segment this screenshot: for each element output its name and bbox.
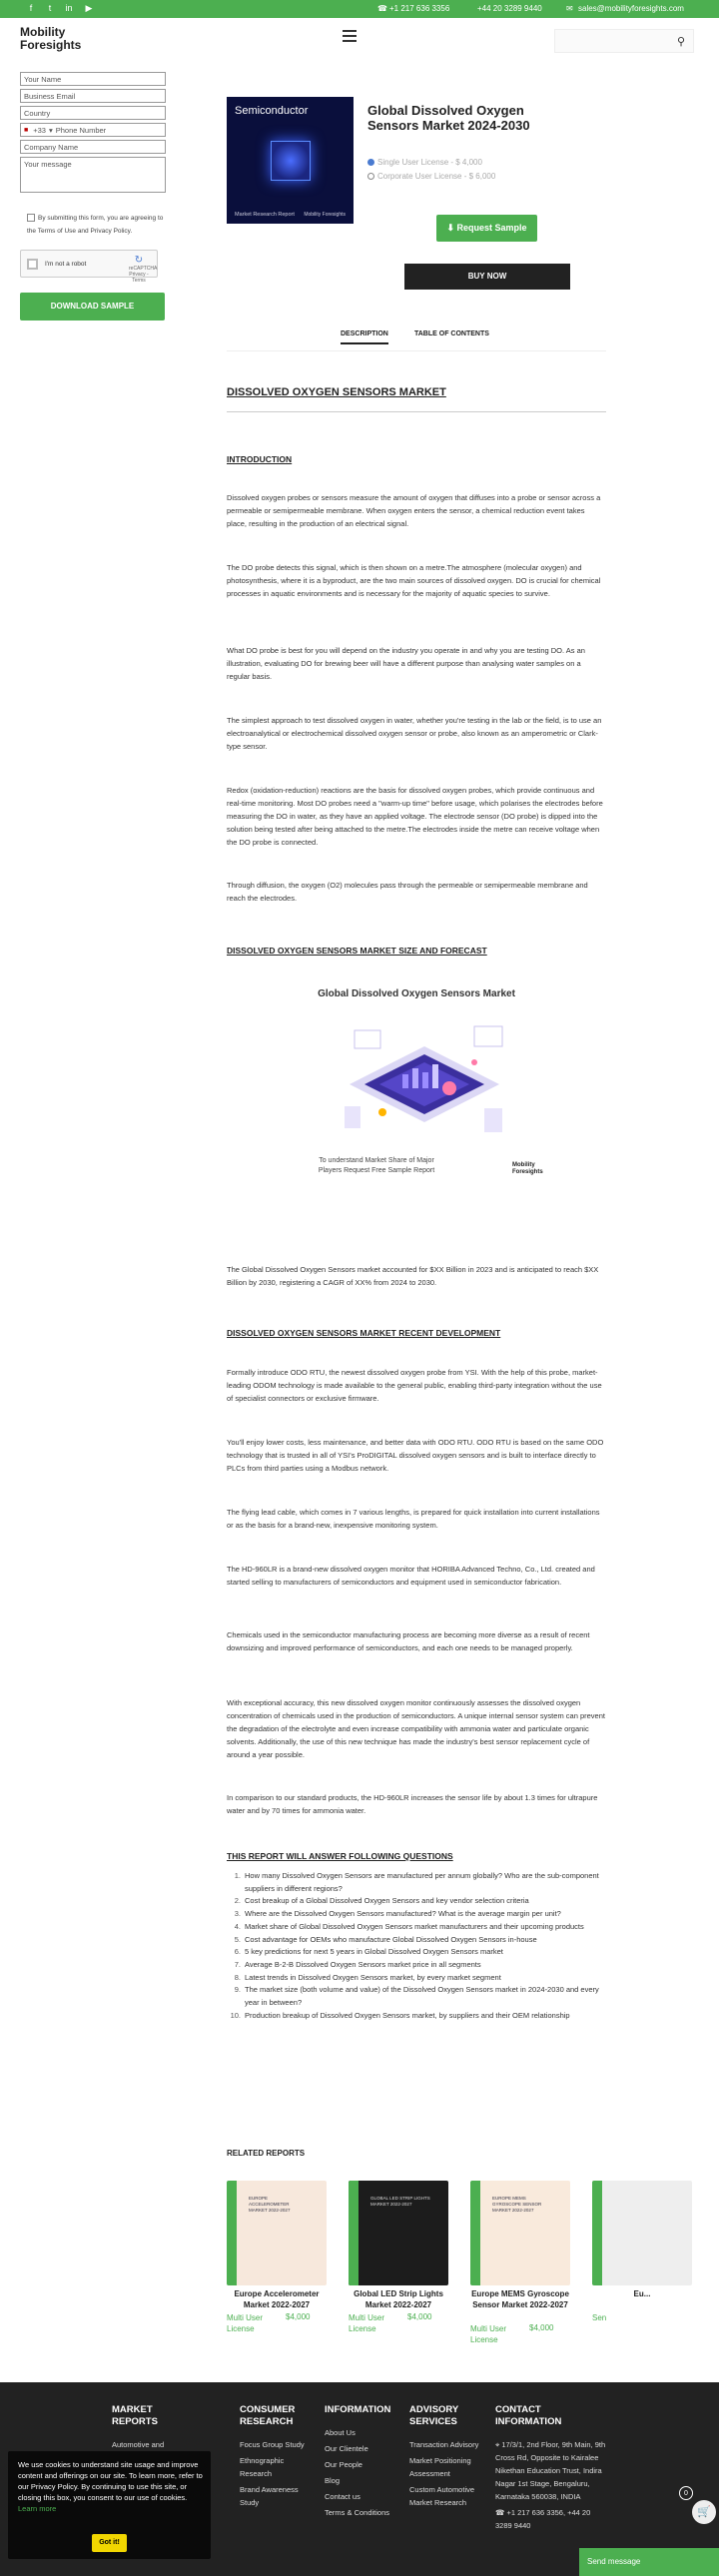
question-number: 9. — [234, 1985, 241, 1995]
footer-heading: INFORMATION — [325, 2404, 391, 2415]
footer-link[interactable]: Automotive and — [112, 2440, 165, 2449]
infographic-logo-line1: Mobility — [512, 1162, 535, 1168]
question-number: 7. — [234, 1959, 241, 1969]
footer-link[interactable]: About Us — [325, 2428, 356, 2437]
cookie-text: We use cookies to understand site usage and improve content and offerings on our site. To learn more, refer to our Privacy Policy. By continuing to use this site, or closing this box, you consent to our use of cookies. — [18, 2460, 203, 2502]
consent-text — [27, 212, 167, 238]
related-report-card[interactable] — [344, 2177, 453, 2376]
infographic-logo-line2: Foresights — [512, 1169, 543, 1175]
development-paragraph: In comparison to our standard products, the HD-960LR increases the sensor life by about 1.3 times for ultrapure water and by 70 times for ammonia water. — [227, 1793, 598, 1815]
size-heading: DISSOLVED OXYGEN SENSORS MARKET SIZE AND FORECAST — [227, 946, 487, 956]
phone-uk[interactable]: +44 20 3289 9440 — [477, 4, 542, 13]
email-field[interactable]: Business Email — [20, 89, 166, 103]
footer-link[interactable]: Ethnographic Research — [240, 2456, 285, 2478]
license-single-label: Single User License - $ 4,000 — [377, 158, 482, 167]
intro-paragraph: The DO probe detects this signal, which is then shown on a metre.The atmosphere (molecular oxygen) and photosynthesis, where it is a byproduct, are the two main sources of dissolved oxygen. DO is crucial for chemical processes in aquatic environments and is necessary for the majority of aquatic species to survive. — [227, 563, 601, 598]
notification-badge[interactable]: 0 — [679, 2486, 693, 2500]
license-corporate[interactable] — [367, 172, 495, 181]
company-field[interactable]: Company Name — [20, 140, 166, 154]
divider — [227, 411, 606, 412]
cookie-banner — [8, 2451, 211, 2559]
question-text: The market size (both volume and value) of the Dissolved Oxygen Sensors market in 2024-2030 and every year in between? — [245, 1985, 599, 2008]
footer-link[interactable]: Transaction Advisory — [409, 2440, 479, 2449]
phone-placeholder: Phone Number — [55, 125, 107, 135]
logo-line1: Mobility — [20, 25, 66, 39]
intro-paragraph: The simplest approach to test dissolved oxygen in water, whether you're testing in the lab or the field, is to use an electroanalytical or electrochemical dissolved oxygen sensor or probe, also known as an amperometric or Clark-type sensor. — [227, 716, 602, 751]
cart-icon[interactable]: 🛒 — [692, 2500, 716, 2524]
report-price: $4,000 — [529, 2323, 554, 2332]
report-thumbnail[interactable] — [227, 2181, 327, 2285]
thumbnail-band — [592, 2181, 602, 2285]
send-message-button[interactable]: Send message — [579, 2548, 719, 2576]
footer-link[interactable]: Our Clientele — [325, 2444, 368, 2453]
intro-paragraph: Redox (oxidation-reduction) reactions are the basis for dissolved oxygen probes, which provide continuous and real-time monitoring. Most DO probes need a "warm-up time" before usage, which polarises the electrodes before measuring the DO in water, as they have an applied voltage. The electrode sensor (DO probe) is dipped into the solution being tested after being attached to the metre.The electrodes inside the metre can receive voltage when the DO probe is connected. — [227, 786, 603, 847]
report-cover-image — [227, 97, 354, 224]
intro-paragraph: What DO probe is best for you will depend on the industry you operate in and why you are testing DO. As an illustration, evaluating DO for brewing beer will have a different purpose than analysing water samples on a regular basis. — [227, 646, 585, 681]
thumbnail-band — [470, 2181, 480, 2285]
footer-link[interactable]: Custom Automotive Market Research — [409, 2485, 475, 2507]
question-item — [227, 2010, 606, 2023]
question-item — [227, 1895, 606, 1908]
footer-information — [325, 2404, 394, 2522]
download-sample-button[interactable]: DOWNLOAD SAMPLE — [20, 293, 165, 321]
question-text: Market share of Global Dissolved Oxygen Sensors market manufacturers and their upcoming products — [245, 1921, 584, 1931]
thumbnail-title: EUROPE ACCELEROMETER MARKET 2022-2027 — [249, 2196, 291, 2213]
footer-links — [240, 2438, 315, 2509]
download-icon: ⬇ — [446, 223, 457, 233]
related-report-card[interactable] — [587, 2177, 697, 2376]
development-paragraph: Formally introduce ODO RTU, the newest dissolved oxygen probe from YSI. With the help of this probe, market-leading ODOM technology is made available to the general public, enabling third-party integration without the use of specialist connectors or exclusive firmware. — [227, 1368, 602, 1403]
question-number: 8. — [234, 1972, 241, 1982]
linkedin-icon[interactable]: in — [65, 3, 73, 13]
question-item — [227, 1921, 606, 1934]
logo[interactable] — [20, 26, 81, 52]
footer-heading: CONTACT INFORMATION — [495, 2404, 562, 2427]
question-item — [227, 1934, 606, 1947]
report-name[interactable]: Global LED Strip Lights Market 2022-2027 — [354, 2289, 443, 2309]
question-number: 5. — [234, 1934, 241, 1944]
dashboard-illustration — [325, 1016, 524, 1146]
related-report-card[interactable] — [465, 2177, 575, 2376]
footer-heading: ADVISORY SERVICES — [409, 2404, 459, 2427]
main-title: DISSOLVED OXYGEN SENSORS MARKET — [227, 386, 446, 398]
footer-link[interactable]: Our People — [325, 2460, 362, 2469]
twitter-icon[interactable]: t — [48, 3, 52, 13]
request-sample-button[interactable] — [436, 215, 537, 242]
question-item — [227, 1984, 606, 2009]
development-paragraph: The HD-960LR is a brand-new dissolved oxygen monitor that HORIBA Advanced Techno, Co., Ltd. created and started selling to manufacturers of semiconductors and equipment used in semiconductor fabrication. — [227, 1565, 595, 1587]
report-name[interactable]: Europe MEMS Gyroscope Sensor Market 2022-2027 — [471, 2289, 569, 2309]
license-corporate-label: Corporate User License - $ 6,000 — [377, 172, 496, 181]
footer-consumer-research — [240, 2404, 315, 2512]
location-icon: ⌖ — [495, 2440, 502, 2449]
recaptcha-icon: ↻ reCAPTCHA Privacy - Terms — [129, 255, 158, 284]
logo-line2: Foresights — [20, 38, 82, 52]
radio-unselected[interactable] — [367, 173, 374, 180]
questions-heading: THIS REPORT WILL ANSWER FOLLOWING QUESTIONS — [227, 1851, 453, 1861]
intro-paragraph: Through diffusion, the oxygen (O2) molecules pass through the permeable or semipermeable membrane and reach the electrodes. — [227, 881, 588, 903]
development-paragraph: Chemicals used in the semiconductor manufacturing process are becoming more diverse as a result of recent downsizing and improved performance of semiconductors, and each one needs to be managed properly. — [227, 1630, 590, 1652]
thumbnail-title: GLOBAL LED STRIP LIGHTS MARKET 2022-2027 — [370, 2196, 430, 2207]
question-item — [227, 1870, 606, 1895]
facebook-icon[interactable]: f — [29, 3, 33, 13]
phone-code[interactable]: +33 — [33, 125, 46, 135]
consent-checkbox[interactable] — [27, 214, 35, 222]
sample-form — [20, 72, 166, 196]
tab-description[interactable]: DESCRIPTION — [341, 330, 388, 344]
development-paragraph: The flying lead cable, which comes in 7 various lengths, is prepared for quick installation into current installations or as the basis for a brand-new, inexpensive monitoring system. — [227, 1508, 600, 1530]
cookie-accept-button[interactable]: Got it! — [92, 2534, 127, 2552]
mail-icon: ✉ — [566, 4, 573, 13]
phone-icon: ☎ — [377, 4, 387, 13]
captcha-checkbox[interactable] — [27, 259, 38, 270]
captcha-box — [20, 250, 158, 284]
email-link[interactable]: sales@mobilityforesights.com — [578, 4, 684, 13]
development-paragraph: With exceptional accuracy, this new dissolved oxygen monitor continuously assesses the dissolved oxygen concentration of chemicals used in the production of semiconductors. A unique internal sensor system can prevent the degradation of the electrolyte and even increase compatibility with ammonia water and particulate organic solvents. Additionally, the use of this new technique has made the industry's best sensor replacement cycle of around a year possible. — [227, 1698, 605, 1759]
question-text: How many Dissolved Oxygen Sensors are manufactured per annum globally? Who are the sub-component suppliers in different regions? — [245, 1871, 599, 1893]
report-license: Multi User License — [227, 2313, 264, 2333]
chip-icon — [271, 141, 311, 181]
cover-label: Market Research Report — [235, 212, 295, 218]
license-single[interactable] — [367, 158, 482, 167]
cover-brand: Mobility Foresights — [304, 212, 346, 218]
footer-link[interactable]: Terms & Conditions — [325, 2508, 390, 2517]
thumbnail-title: EUROPE MEMS GYROSCOPE SENSOR MARKET 2022-2027 — [492, 2196, 542, 2213]
footer-address — [495, 2438, 607, 2503]
question-text: Average B-2-B Dissolved Oxygen Sensors market price in all segments — [245, 1959, 481, 1969]
captcha-label: I'm not a robot — [45, 261, 87, 268]
request-sample-label: Request Sample — [456, 223, 527, 233]
question-number: 2. — [234, 1896, 241, 1906]
footer-link[interactable]: Focus Group Study — [240, 2440, 305, 2449]
report-price: $4,000 — [407, 2312, 432, 2321]
name-field[interactable]: Your Name — [20, 72, 166, 86]
infographic-logo — [512, 1162, 543, 1176]
intro-paragraph: Dissolved oxygen probes or sensors measure the amount of oxygen that diffuses into a probe or sensor across a permeable or semipermeable membrane. When oxygen enters the sensor, a chemical reduction event takes place, resulting in the production of an electrical signal. — [227, 493, 601, 528]
cover-title: Semiconductor — [235, 105, 309, 117]
captcha-brand: reCAPTCHA — [129, 266, 158, 272]
question-number: 3. — [234, 1909, 241, 1919]
question-text: 5 key predictions for next 5 years in Global Dissolved Oxygen Sensors market — [245, 1947, 503, 1957]
infographic-title: Global Dissolved Oxygen Sensors Market — [318, 988, 515, 999]
phone-icon: ☎ — [495, 2508, 507, 2517]
question-item — [227, 1972, 606, 1985]
question-number: 1. — [234, 1871, 241, 1880]
report-license: Sen — [592, 2313, 607, 2322]
footer-contact — [495, 2404, 607, 2535]
footer-heading: MARKET REPORTS — [112, 2404, 158, 2427]
message-field[interactable]: Your message — [20, 157, 166, 193]
tab-bar — [227, 322, 606, 351]
cookie-text-wrap — [18, 2459, 204, 2514]
country-field[interactable]: Country — [20, 106, 166, 120]
question-number: 4. — [234, 1921, 241, 1931]
thumbnail-band — [349, 2181, 359, 2285]
questions-list — [227, 1870, 606, 2022]
question-number: 10. — [230, 2010, 241, 2020]
footer-link[interactable]: Contact us — [325, 2492, 360, 2501]
footer-advisory — [409, 2404, 484, 2512]
intro-heading: INTRODUCTION — [227, 454, 293, 464]
question-text: Latest trends in Dissolved Oxygen Sensors market, by every market segment — [245, 1972, 501, 1982]
footer-links — [409, 2438, 484, 2509]
phone-field[interactable] — [20, 123, 166, 137]
youtube-icon[interactable]: ▶ — [85, 3, 93, 13]
related-reports-heading: RELATED REPORTS — [227, 2149, 306, 2158]
radio-selected[interactable] — [367, 159, 374, 166]
footer-link[interactable]: Blog — [325, 2476, 341, 2485]
buy-now-button[interactable]: BUY NOW — [404, 264, 570, 290]
chevron-down-icon: ▾ — [48, 125, 53, 135]
report-name[interactable]: Eu... — [633, 2289, 651, 2298]
search-input[interactable] — [554, 29, 694, 53]
footer-link[interactable]: Market Positioning Assessment — [409, 2456, 471, 2478]
question-item — [227, 1946, 606, 1959]
consent-label: By submitting this form, you are agreeing to the Terms of Use and Privacy Policy. — [27, 215, 164, 235]
report-license: Multi User License — [349, 2313, 385, 2333]
infographic-note[interactable]: To understand Market Share of Major Players Request Free Sample Report — [318, 1157, 435, 1174]
captcha-links[interactable]: Privacy - Terms — [129, 272, 149, 284]
market-infographic — [227, 988, 606, 1178]
report-license: Multi User License — [470, 2324, 507, 2344]
report-name[interactable]: Europe Accelerometer Market 2022-2027 — [234, 2289, 320, 2309]
search-icon[interactable]: ⚲ — [676, 36, 685, 48]
question-text: Cost breakup of a Global Dissolved Oxygen Sensors and key vendor selection criteria — [245, 1896, 529, 1906]
question-number: 6. — [234, 1947, 241, 1957]
development-heading: DISSOLVED OXYGEN SENSORS MARKET RECENT DEVELOPMENT — [227, 1328, 501, 1338]
question-text: Cost advantage for OEMs who manufacture Global Dissolved Oxygen Sensors in-house — [245, 1934, 537, 1944]
report-thumbnail[interactable] — [349, 2181, 448, 2285]
phone-us[interactable]: +1 217 636 3356 — [389, 4, 450, 13]
question-text: Production breakup of Dissolved Oxygen Sensors market, by suppliers and their OEM relationship — [245, 2010, 570, 2020]
size-paragraph: The Global Dissolved Oxygen Sensors market accounted for $XX Billion in 2023 and is anticipated to reach $XX Billion by 2030, registering a CAGR of XX% from 2024 to 2030. — [227, 1265, 599, 1287]
top-bar — [0, 0, 719, 18]
footer-links — [112, 2438, 192, 2451]
learn-more-link[interactable]: Learn more — [18, 2504, 57, 2513]
report-thumbnail[interactable] — [592, 2181, 692, 2285]
footer-phones[interactable] — [495, 2506, 607, 2532]
footer-links — [325, 2426, 394, 2519]
related-report-card[interactable] — [222, 2177, 332, 2376]
flag-icon: ■ — [24, 126, 29, 134]
phones-text: +1 217 636 3356, +44 20 3289 9440 — [495, 2508, 591, 2530]
development-paragraph: You'll enjoy lower costs, less maintenance, and better data with ODO RTU. ODO RTU is based on the same ODO technology that is trusted in all of YSI's ProDIGITAL dissolved oxygen sensors and is built to interface directly to PLCs from third parties using a Modbus network. — [227, 1438, 604, 1473]
address-text: 17/3/1, 2nd Floor, 9th Main, 9th Cross Rd, Opposite to Kairalee Nikethan Education Trust, Indira Nagar 1st Stage, Bengaluru, Karnataka 560038, INDIA — [495, 2440, 606, 2501]
page-title: Global Dissolved Oxygen Sensors Market 2024-2030 — [367, 103, 530, 133]
question-item — [227, 1908, 606, 1921]
footer-link[interactable]: Brand Awareness Study — [240, 2485, 299, 2507]
question-text: Where are the Dissolved Oxygen Sensors manufactured? What is the average margin per unit? — [245, 1909, 561, 1919]
report-price: $4,000 — [286, 2312, 311, 2321]
footer-heading: CONSUMER RESEARCH — [240, 2404, 296, 2427]
tab-table-of-contents[interactable]: TABLE OF CONTENTS — [414, 330, 489, 337]
report-thumbnail[interactable] — [470, 2181, 570, 2285]
site-header — [0, 18, 719, 60]
question-item — [227, 1959, 606, 1972]
thumbnail-band — [227, 2181, 237, 2285]
footer-market-reports — [112, 2404, 192, 2454]
menu-icon[interactable] — [343, 30, 357, 42]
